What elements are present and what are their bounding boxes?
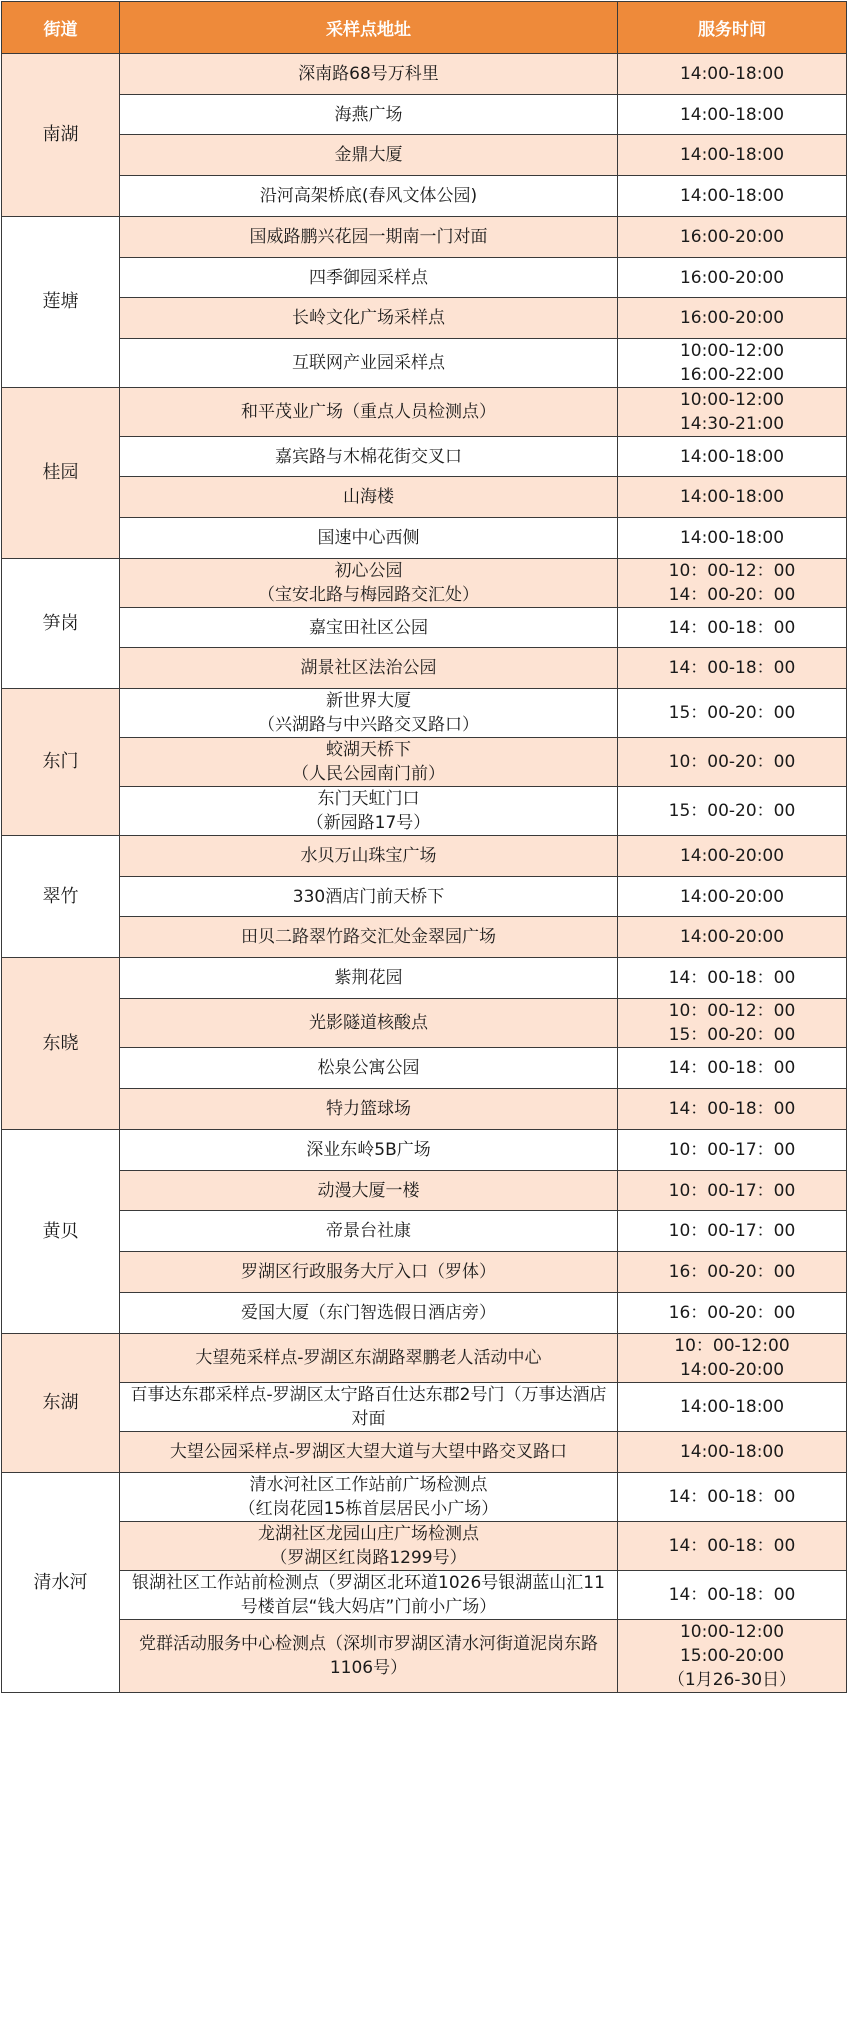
address-cell: 深南路68号万科里 [120,54,618,95]
address-cell: 新世界大厦 （兴湖路与中兴路交叉路口） [120,689,618,738]
address-cell: 国威路鹏兴花园一期南一门对面 [120,217,618,258]
table-row [2,689,847,738]
address-cell: 帝景台社康 [120,1211,618,1252]
sampling-sites-table [1,1,847,1693]
time-cell: 10：00-17：00 [618,1171,847,1211]
time-cell: 14：00-18：00 [618,1473,847,1522]
table-row [2,1473,847,1522]
table-row [2,559,847,608]
address-cell: 湖景社区法治公园 [120,648,618,689]
street-cell: 莲塘 [2,217,120,388]
address-cell: 深业东岭5B广场 [120,1130,618,1171]
address-cell: 龙湖社区龙园山庄广场检测点 （罗湖区红岗路1299号） [120,1522,618,1571]
time-cell: 14:00-18:00 [618,518,847,559]
time-cell: 14:00-18:00 [618,437,847,477]
time-cell: 14:00-18:00 [618,477,847,518]
table-row [2,217,847,258]
street-cell: 桂园 [2,388,120,559]
street-cell: 南湖 [2,54,120,217]
time-cell: 15：00-20：00 [618,787,847,836]
table-row [2,1334,847,1383]
time-cell: 10：00-12:00 14:00-20:00 [618,1334,847,1383]
time-cell: 14:00-18:00 [618,1432,847,1473]
time-cell: 14:00-18:00 [618,54,847,95]
time-cell: 16:00-20:00 [618,258,847,298]
table-row [2,1620,847,1693]
address-cell: 长岭文化广场采样点 [120,298,618,339]
address-cell: 田贝二路翠竹路交汇处金翠园广场 [120,917,618,958]
time-cell: 14：00-18：00 [618,648,847,689]
street-cell: 东门 [2,689,120,836]
time-cell: 16：00-20：00 [618,1252,847,1293]
table-row [2,1432,847,1473]
address-cell: 罗湖区行政服务大厅入口（罗体） [120,1252,618,1293]
table-row [2,877,847,917]
time-cell: 14：00-18：00 [618,1571,847,1620]
table-row [2,477,847,518]
address-cell: 四季御园采样点 [120,258,618,298]
time-cell: 10：00-12：00 14：00-20：00 [618,559,847,608]
header-street: 街道 [2,2,120,54]
table-row [2,388,847,437]
street-cell: 黄贝 [2,1130,120,1334]
time-cell: 15：00-20：00 [618,689,847,738]
address-cell: 东门天虹门口 （新园路17号） [120,787,618,836]
table-row [2,1383,847,1432]
address-cell: 国速中心西侧 [120,518,618,559]
table-row [2,258,847,298]
table-row [2,787,847,836]
time-cell: 16:00-20:00 [618,217,847,258]
time-cell: 14：00-18：00 [618,958,847,999]
street-cell: 东湖 [2,1334,120,1473]
time-cell: 10:00-12:00 14:30-21:00 [618,388,847,437]
address-cell: 党群活动服务中心检测点（深圳市罗湖区清水河街道泥岗东路1106号） [120,1620,618,1693]
table-row [2,176,847,217]
table-row [2,54,847,95]
time-cell: 16:00-20:00 [618,298,847,339]
table-row [2,1293,847,1334]
address-cell: 爱国大厦（东门智选假日酒店旁） [120,1293,618,1334]
address-cell: 海燕广场 [120,95,618,135]
address-cell: 沿河高架桥底(春风文体公园) [120,176,618,217]
address-cell: 动漫大厦一楼 [120,1171,618,1211]
table-row [2,1089,847,1130]
time-cell: 14：00-18：00 [618,608,847,648]
table-row [2,1571,847,1620]
header-address: 采样点地址 [120,2,618,54]
time-cell: 14:00-18:00 [618,176,847,217]
table-row [2,999,847,1048]
table-header-row [2,2,847,54]
address-cell: 嘉宾路与木棉花街交叉口 [120,437,618,477]
time-cell: 14:00-20:00 [618,917,847,958]
address-cell: 特力篮球场 [120,1089,618,1130]
table-row [2,608,847,648]
table-row [2,917,847,958]
table-row [2,298,847,339]
time-cell: 14:00-20:00 [618,836,847,877]
time-cell: 16：00-20：00 [618,1293,847,1334]
address-cell: 山海楼 [120,477,618,518]
time-cell: 14：00-18：00 [618,1089,847,1130]
table-row [2,1522,847,1571]
street-cell: 笋岗 [2,559,120,689]
address-cell: 和平茂业广场（重点人员检测点） [120,388,618,437]
table-row [2,1048,847,1089]
header-time: 服务时间 [618,2,847,54]
time-cell: 10：00-20：00 [618,738,847,787]
table-row [2,95,847,135]
street-cell: 翠竹 [2,836,120,958]
table-row [2,1211,847,1252]
time-cell: 10:00-12:00 16:00-22:00 [618,339,847,388]
address-cell: 初心公园 （宝安北路与梅园路交汇处） [120,559,618,608]
table-row [2,1171,847,1211]
address-cell: 水贝万山珠宝广场 [120,836,618,877]
address-cell: 互联网产业园采样点 [120,339,618,388]
address-cell: 光影隧道核酸点 [120,999,618,1048]
table-body [2,54,847,1693]
time-cell: 14：00-18：00 [618,1522,847,1571]
address-cell: 330酒店门前天桥下 [120,877,618,917]
table-row [2,738,847,787]
address-cell: 大望苑采样点-罗湖区东湖路翠鹏老人活动中心 [120,1334,618,1383]
address-cell: 百事达东郡采样点-罗湖区太宁路百仕达东郡2号门（万事达酒店对面 [120,1383,618,1432]
table-row [2,1252,847,1293]
time-cell: 10:00-12:00 15:00-20:00 （1月26-30日） [618,1620,847,1693]
address-cell: 金鼎大厦 [120,135,618,176]
table-row [2,437,847,477]
table-row [2,958,847,999]
time-cell: 14:00-18:00 [618,95,847,135]
time-cell: 14:00-18:00 [618,135,847,176]
street-cell: 东晓 [2,958,120,1130]
time-cell: 10：00-12：00 15：00-20：00 [618,999,847,1048]
address-cell: 银湖社区工作站前检测点（罗湖区北环道1026号银湖蓝山汇11号楼首层“钱大妈店”门前小广场） [120,1571,618,1620]
time-cell: 14:00-20:00 [618,877,847,917]
address-cell: 蛟湖天桥下 （人民公园南门前） [120,738,618,787]
street-cell: 清水河 [2,1473,120,1693]
address-cell: 大望公园采样点-罗湖区大望大道与大望中路交叉路口 [120,1432,618,1473]
address-cell: 松泉公寓公园 [120,1048,618,1089]
table-row [2,339,847,388]
table-row [2,135,847,176]
table-row [2,1130,847,1171]
table-row [2,648,847,689]
time-cell: 10：00-17：00 [618,1130,847,1171]
address-cell: 紫荆花园 [120,958,618,999]
time-cell: 14：00-18：00 [618,1048,847,1089]
time-cell: 14:00-18:00 [618,1383,847,1432]
time-cell: 10：00-17：00 [618,1211,847,1252]
table-row [2,518,847,559]
address-cell: 嘉宝田社区公园 [120,608,618,648]
address-cell: 清水河社区工作站前广场检测点 （红岗花园15栋首层居民小广场） [120,1473,618,1522]
table-row [2,836,847,877]
